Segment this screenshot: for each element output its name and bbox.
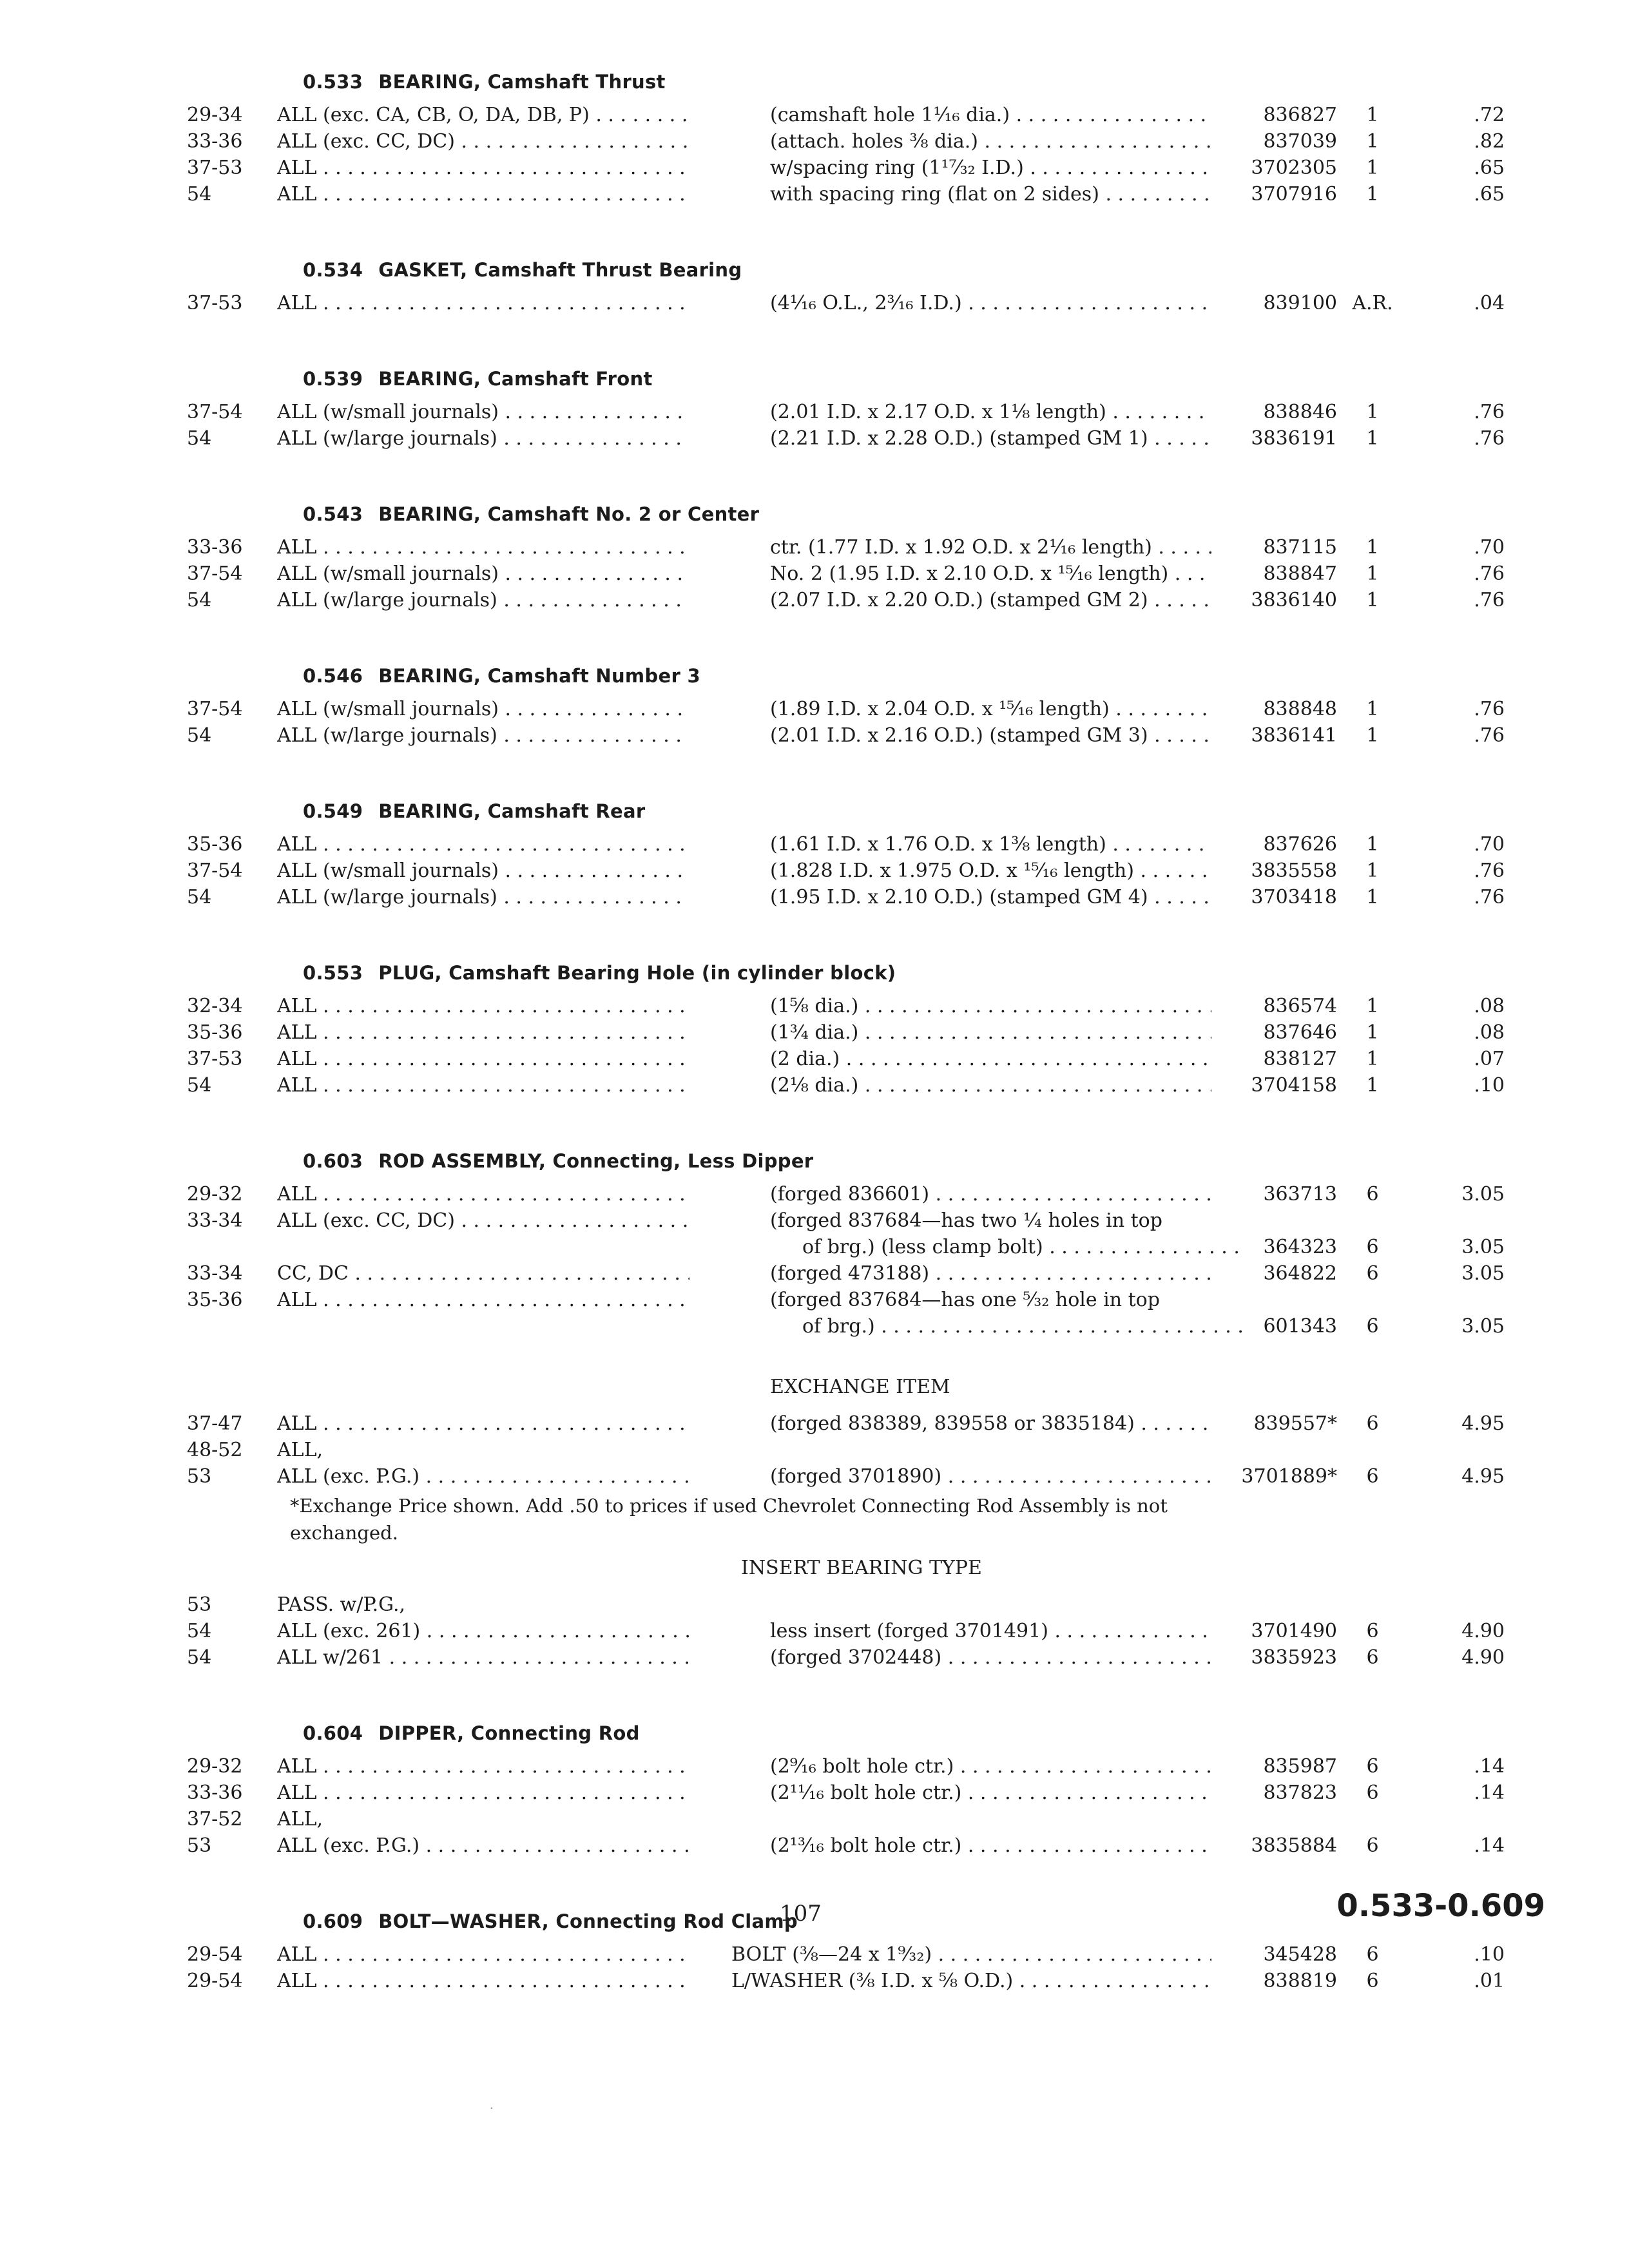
catalog-section bbox=[187, 494, 1508, 613]
part-number: 837626 bbox=[1263, 833, 1337, 856]
part-description: (forged 838389, 839558 or 3835184) . . . bbox=[770, 1410, 1211, 1437]
section-heading bbox=[303, 359, 1508, 399]
catalog-row bbox=[187, 290, 1508, 316]
part-description: (2.07 I.D. x 2.20 O.D.) (stamped GM 2) . . . bbox=[770, 587, 1211, 613]
part-description: (2.01 I.D. x 2.17 O.D. x 1⅛ length) . . . bbox=[770, 399, 1211, 425]
model-list: ALL . . . bbox=[277, 993, 689, 1019]
model-list: ALL . . . bbox=[277, 1941, 689, 1968]
part-number: 3707916 bbox=[1251, 183, 1337, 206]
model-list: ALL (exc. CC, DC) . . . bbox=[277, 128, 689, 155]
catalog-row bbox=[187, 1968, 1508, 1994]
part-description: (forged 836601) . . . bbox=[770, 1181, 1211, 1207]
year-range: 37-47 bbox=[187, 1412, 243, 1435]
part-number: 838847 bbox=[1263, 562, 1337, 585]
year-range: 32-34 bbox=[187, 995, 243, 1017]
quantity: 1 bbox=[1366, 157, 1379, 179]
year-range: 29-32 bbox=[187, 1755, 243, 1778]
model-list: ALL . . . bbox=[277, 1753, 689, 1780]
model-list: ALL . . . bbox=[277, 534, 689, 561]
year-range: 35-36 bbox=[187, 833, 243, 856]
part-number: 3701889* bbox=[1241, 1465, 1337, 1488]
year-range: 54 bbox=[187, 427, 212, 450]
part-description: L/WASHER (⅜ I.D. x ⅝ O.D.) . . . bbox=[731, 1968, 1211, 1994]
year-range: 37-53 bbox=[187, 1048, 243, 1070]
part-number: 838127 bbox=[1263, 1048, 1337, 1070]
part-number: 3836191 bbox=[1251, 427, 1337, 450]
section-code: 0.549 bbox=[303, 800, 363, 822]
quantity: 6 bbox=[1366, 1834, 1379, 1857]
model-list: ALL . . . bbox=[277, 1780, 689, 1806]
quantity: 1 bbox=[1366, 1074, 1379, 1097]
section-title: DIPPER, Connecting Rod bbox=[378, 1722, 640, 1744]
model-list: ALL . . . bbox=[277, 831, 689, 858]
list-price: .70 bbox=[1474, 536, 1505, 559]
model-list: ALL . . . bbox=[277, 1968, 689, 1994]
part-description: (forged 837684—has one ⁵⁄₃₂ hole in top bbox=[770, 1289, 1160, 1311]
quantity: 6 bbox=[1366, 1782, 1379, 1804]
part-description: with spacing ring (flat on 2 sides) . . . bbox=[770, 181, 1211, 207]
year-range: 35-36 bbox=[187, 1289, 243, 1311]
list-price: 3.05 bbox=[1461, 1262, 1505, 1285]
model-list: ALL (exc. 261) . . . bbox=[277, 1618, 689, 1644]
part-number: 3836141 bbox=[1251, 724, 1337, 747]
part-description: (forged 3702448) . . . bbox=[770, 1644, 1211, 1671]
model-list: ALL . . . bbox=[277, 181, 689, 207]
list-price: .65 bbox=[1474, 157, 1505, 179]
model-list: PASS. w/P.G., bbox=[277, 1593, 406, 1616]
model-list: ALL (exc. P.G.) . . . bbox=[277, 1832, 689, 1859]
part-number: 3703418 bbox=[1251, 886, 1337, 908]
model-list: ALL (w/large journals) . . . bbox=[277, 425, 689, 452]
part-number: 836827 bbox=[1263, 104, 1337, 126]
quantity: 1 bbox=[1366, 995, 1379, 1017]
part-description: (attach. holes ⅜ dia.) . . . bbox=[770, 128, 1211, 155]
year-range: 54 bbox=[187, 1620, 212, 1642]
catalog-row bbox=[187, 831, 1508, 858]
section-heading bbox=[303, 953, 1508, 993]
year-range: 37-54 bbox=[187, 698, 243, 720]
part-number: 3835923 bbox=[1251, 1646, 1337, 1669]
section-heading bbox=[303, 250, 1508, 290]
quantity: 1 bbox=[1366, 183, 1379, 206]
section-title: GASKET, Camshaft Thrust Bearing bbox=[378, 259, 742, 281]
year-range: 53 bbox=[187, 1465, 212, 1488]
list-price: 4.90 bbox=[1461, 1620, 1505, 1642]
quantity: 1 bbox=[1366, 1048, 1379, 1070]
part-description: No. 2 (1.95 I.D. x 2.10 O.D. x ¹⁵⁄₁₆ length) . . . bbox=[770, 561, 1211, 587]
model-list: ALL . . . bbox=[277, 1046, 689, 1072]
catalog-section bbox=[187, 359, 1508, 452]
part-description: (forged 3701890) . . . bbox=[770, 1463, 1211, 1490]
year-range: 37-54 bbox=[187, 860, 243, 882]
part-number: 364323 bbox=[1263, 1236, 1337, 1258]
model-list: ALL (w/large journals) . . . bbox=[277, 884, 689, 910]
catalog-row bbox=[187, 1260, 1508, 1287]
quantity: A.R. bbox=[1352, 292, 1393, 314]
part-description: of brg.) (less clamp bolt) . . . bbox=[770, 1234, 1244, 1260]
part-description: (4¹⁄₁₆ O.L., 2³⁄₁₆ I.D.) . . . bbox=[770, 290, 1211, 316]
model-list: ALL (w/large journals) . . . bbox=[277, 587, 689, 613]
part-description: (2.21 I.D. x 2.28 O.D.) (stamped GM 1) . . . bbox=[770, 425, 1211, 452]
part-number: 3835558 bbox=[1251, 860, 1337, 882]
model-list: CC, DC . . . bbox=[277, 1260, 689, 1287]
quantity: 1 bbox=[1366, 401, 1379, 423]
year-range: 54 bbox=[187, 886, 212, 908]
part-number: 3701490 bbox=[1251, 1620, 1337, 1642]
year-range: 33-34 bbox=[187, 1209, 243, 1232]
page-number: 107 bbox=[780, 1901, 822, 1927]
quantity: 6 bbox=[1366, 1183, 1379, 1206]
list-price: 3.05 bbox=[1461, 1236, 1505, 1258]
list-price: .76 bbox=[1474, 698, 1505, 720]
list-price: .10 bbox=[1474, 1074, 1505, 1097]
catalog-section bbox=[187, 1901, 1508, 1994]
part-number: 837646 bbox=[1263, 1021, 1337, 1044]
part-description: w/spacing ring (1¹⁷⁄₃₂ I.D.) . . . bbox=[770, 155, 1211, 181]
catalog-row bbox=[187, 102, 1508, 128]
scan-speck: · bbox=[490, 2102, 494, 2115]
quantity: 6 bbox=[1366, 1315, 1379, 1338]
part-description: (1⅝ dia.) . . . bbox=[770, 993, 1211, 1019]
model-list: ALL w/261 . . . bbox=[277, 1644, 689, 1671]
year-range: 29-34 bbox=[187, 104, 243, 126]
section-title: PLUG, Camshaft Bearing Hole (in cylinder block) bbox=[378, 962, 896, 984]
year-range: 33-36 bbox=[187, 1782, 243, 1804]
parts-catalog bbox=[187, 62, 1508, 2037]
catalog-section bbox=[187, 1141, 1508, 1671]
quantity: 1 bbox=[1366, 1021, 1379, 1044]
model-list: ALL, bbox=[277, 1808, 323, 1831]
quantity: 6 bbox=[1366, 1646, 1379, 1669]
year-range: 33-36 bbox=[187, 130, 243, 153]
part-number: 3835884 bbox=[1251, 1834, 1337, 1857]
part-number: 838848 bbox=[1263, 698, 1337, 720]
quantity: 6 bbox=[1366, 1236, 1379, 1258]
exchange-subheading bbox=[770, 1372, 1508, 1403]
model-list: ALL . . . bbox=[277, 1287, 689, 1313]
catalog-row bbox=[187, 1072, 1508, 1099]
section-heading bbox=[303, 62, 1508, 102]
part-description: (forged 837684—has two ¼ holes in top bbox=[770, 1209, 1162, 1232]
catalog-row bbox=[187, 1019, 1508, 1046]
part-description: (1.828 I.D. x 1.975 O.D. x ¹⁵⁄₁₆ length) . . . bbox=[770, 858, 1211, 884]
list-price: 3.05 bbox=[1461, 1183, 1505, 1206]
year-range: 37-54 bbox=[187, 562, 243, 585]
section-heading bbox=[303, 791, 1508, 831]
catalog-section bbox=[187, 791, 1508, 910]
part-number: 839100 bbox=[1263, 292, 1337, 314]
catalog-row bbox=[187, 534, 1508, 561]
catalog-row bbox=[187, 1287, 1508, 1313]
catalog-row bbox=[187, 1234, 1508, 1260]
catalog-row bbox=[187, 1644, 1508, 1671]
catalog-section bbox=[187, 953, 1508, 1099]
catalog-section bbox=[187, 1713, 1508, 1859]
section-title: BEARING, Camshaft Rear bbox=[378, 800, 646, 822]
catalog-row bbox=[187, 425, 1508, 452]
list-price: .72 bbox=[1474, 104, 1505, 126]
quantity: 1 bbox=[1366, 698, 1379, 720]
quantity: 1 bbox=[1366, 724, 1379, 747]
list-price: .14 bbox=[1474, 1834, 1505, 1857]
list-price: .76 bbox=[1474, 860, 1505, 882]
list-price: .14 bbox=[1474, 1755, 1505, 1778]
catalog-row bbox=[187, 1832, 1508, 1859]
part-description: (1.61 I.D. x 1.76 O.D. x 1⅜ length) . . . bbox=[770, 831, 1211, 858]
part-description: (2¹¹⁄₁₆ bolt hole ctr.) . . . bbox=[770, 1780, 1211, 1806]
catalog-row bbox=[187, 128, 1508, 155]
model-list: ALL (exc. CC, DC) . . . bbox=[277, 1207, 689, 1234]
part-number: 838846 bbox=[1263, 401, 1337, 423]
catalog-row bbox=[187, 1806, 1508, 1832]
model-list: ALL (w/small journals) . . . bbox=[277, 399, 689, 425]
year-range: 53 bbox=[187, 1834, 212, 1857]
catalog-row bbox=[187, 1207, 1508, 1234]
year-range: 48-52 bbox=[187, 1439, 243, 1461]
catalog-row bbox=[187, 1780, 1508, 1806]
model-list: ALL (w/small journals) . . . bbox=[277, 858, 689, 884]
part-number: 835987 bbox=[1263, 1755, 1337, 1778]
catalog-row bbox=[187, 1437, 1508, 1463]
catalog-row bbox=[187, 1463, 1508, 1490]
part-description: (2⁹⁄₁₆ bolt hole ctr.) . . . bbox=[770, 1753, 1211, 1780]
part-description: (1.89 I.D. x 2.04 O.D. x ¹⁵⁄₁₆ length) . . . bbox=[770, 696, 1211, 722]
catalog-section bbox=[187, 62, 1508, 207]
quantity: 6 bbox=[1366, 1620, 1379, 1642]
section-title: ROD ASSEMBLY, Connecting, Less Dipper bbox=[378, 1150, 814, 1172]
list-price: .65 bbox=[1474, 183, 1505, 206]
quantity: 6 bbox=[1366, 1755, 1379, 1778]
quantity: 6 bbox=[1366, 1970, 1379, 1992]
catalog-row bbox=[187, 1046, 1508, 1072]
part-number: 837039 bbox=[1263, 130, 1337, 153]
model-list: ALL (w/large journals) . . . bbox=[277, 722, 689, 749]
part-number: 836574 bbox=[1263, 995, 1337, 1017]
catalog-row bbox=[187, 696, 1508, 722]
model-list: ALL . . . bbox=[277, 1181, 689, 1207]
list-price: .76 bbox=[1474, 401, 1505, 423]
model-list: ALL, bbox=[277, 1439, 323, 1461]
quantity: 1 bbox=[1366, 860, 1379, 882]
section-heading bbox=[303, 494, 1508, 534]
year-range: 37-53 bbox=[187, 157, 243, 179]
list-price: .07 bbox=[1474, 1048, 1505, 1070]
list-price: .76 bbox=[1474, 724, 1505, 747]
catalog-row bbox=[187, 1313, 1508, 1340]
catalog-row bbox=[187, 181, 1508, 207]
list-price: .14 bbox=[1474, 1782, 1505, 1804]
part-description: (camshaft hole 1¹⁄₁₆ dia.) . . . bbox=[770, 102, 1211, 128]
part-number: 364822 bbox=[1263, 1262, 1337, 1285]
quantity: 1 bbox=[1366, 427, 1379, 450]
section-code: 0.534 bbox=[303, 259, 363, 281]
list-price: .04 bbox=[1474, 292, 1505, 314]
model-list: ALL (w/small journals) . . . bbox=[277, 696, 689, 722]
section-title: BOLT—WASHER, Connecting Rod Clamp bbox=[378, 1910, 798, 1932]
section-code: 0.546 bbox=[303, 665, 363, 687]
catalog-row bbox=[187, 587, 1508, 613]
list-price: 3.05 bbox=[1461, 1315, 1505, 1338]
list-price: .76 bbox=[1474, 562, 1505, 585]
catalog-row bbox=[187, 1591, 1508, 1618]
quantity: 6 bbox=[1366, 1262, 1379, 1285]
part-number: 3836140 bbox=[1251, 589, 1337, 611]
year-range: 37-54 bbox=[187, 401, 243, 423]
catalog-row bbox=[187, 722, 1508, 749]
list-price: .70 bbox=[1474, 833, 1505, 856]
year-range: 54 bbox=[187, 724, 212, 747]
model-list: ALL . . . bbox=[277, 1410, 689, 1437]
quantity: 6 bbox=[1366, 1412, 1379, 1435]
part-description: ctr. (1.77 I.D. x 1.92 O.D. x 2¹⁄₁₆ length) . . . bbox=[770, 534, 1211, 561]
quantity: 1 bbox=[1366, 589, 1379, 611]
catalog-section bbox=[187, 250, 1508, 316]
list-price: .76 bbox=[1474, 427, 1505, 450]
list-price: .76 bbox=[1474, 589, 1505, 611]
year-range: 37-52 bbox=[187, 1808, 243, 1831]
catalog-row bbox=[187, 1753, 1508, 1780]
part-description: less insert (forged 3701491) . . . bbox=[770, 1618, 1211, 1644]
exchange-label: EXCHANGE ITEM bbox=[770, 1376, 950, 1398]
model-list: ALL (exc. P.G.) . . . bbox=[277, 1463, 689, 1490]
year-range: 33-36 bbox=[187, 536, 243, 559]
section-title: BEARING, Camshaft No. 2 or Center bbox=[378, 503, 760, 525]
quantity: 1 bbox=[1366, 833, 1379, 856]
part-description: (2⅛ dia.) . . . bbox=[770, 1072, 1211, 1099]
year-range: 54 bbox=[187, 183, 212, 206]
catalog-row bbox=[187, 155, 1508, 181]
catalog-row bbox=[187, 561, 1508, 587]
part-number: 838819 bbox=[1263, 1970, 1337, 1992]
model-list: ALL . . . bbox=[277, 155, 689, 181]
section-code: 0.539 bbox=[303, 368, 363, 390]
catalog-row bbox=[187, 399, 1508, 425]
part-number: 839557* bbox=[1253, 1412, 1337, 1435]
year-range: 33-34 bbox=[187, 1262, 243, 1285]
section-title: BEARING, Camshaft Number 3 bbox=[378, 665, 700, 687]
section-code: 0.543 bbox=[303, 503, 363, 525]
catalog-row bbox=[187, 993, 1508, 1019]
insert-label: INSERT BEARING TYPE bbox=[741, 1557, 982, 1579]
year-range: 53 bbox=[187, 1593, 212, 1616]
year-range: 29-54 bbox=[187, 1943, 243, 1966]
part-description: of brg.) . . . bbox=[770, 1313, 1244, 1340]
part-description: (forged 473188) . . . bbox=[770, 1260, 1211, 1287]
part-description: BOLT (⅜—24 x 1⁹⁄₃₂) . . . bbox=[731, 1941, 1211, 1968]
part-number: 3704158 bbox=[1251, 1074, 1337, 1097]
section-heading bbox=[303, 656, 1508, 696]
part-description: (2¹³⁄₁₆ bolt hole ctr.) . . . bbox=[770, 1832, 1211, 1859]
list-price: 4.90 bbox=[1461, 1646, 1505, 1669]
part-number: 837823 bbox=[1263, 1782, 1337, 1804]
year-range: 37-53 bbox=[187, 292, 243, 314]
part-description: (1¾ dia.) . . . bbox=[770, 1019, 1211, 1046]
section-heading bbox=[303, 1141, 1508, 1181]
section-code: 0.604 bbox=[303, 1722, 363, 1744]
year-range: 54 bbox=[187, 589, 212, 611]
quantity: 1 bbox=[1366, 104, 1379, 126]
quantity: 1 bbox=[1366, 130, 1379, 153]
catalog-row bbox=[187, 1941, 1508, 1968]
section-heading bbox=[303, 1901, 1508, 1941]
list-price: 4.95 bbox=[1461, 1412, 1505, 1435]
quantity: 6 bbox=[1366, 1943, 1379, 1966]
catalog-row bbox=[187, 884, 1508, 910]
year-range: 35-36 bbox=[187, 1021, 243, 1044]
list-price: .10 bbox=[1474, 1943, 1505, 1966]
year-range: 54 bbox=[187, 1074, 212, 1097]
quantity: 1 bbox=[1366, 562, 1379, 585]
section-code: 0.609 bbox=[303, 1910, 363, 1932]
quantity: 1 bbox=[1366, 536, 1379, 559]
insert-subheading bbox=[741, 1553, 1508, 1584]
catalog-row bbox=[187, 1181, 1508, 1207]
page-range-label: 0.533-0.609 bbox=[1336, 1888, 1545, 1924]
model-list: ALL . . . bbox=[277, 1072, 689, 1099]
section-code: 0.533 bbox=[303, 71, 363, 93]
model-list: ALL . . . bbox=[277, 290, 689, 316]
part-description: (1.95 I.D. x 2.10 O.D.) (stamped GM 4) . . . bbox=[770, 884, 1211, 910]
part-number: 345428 bbox=[1263, 1943, 1337, 1966]
section-code: 0.553 bbox=[303, 962, 363, 984]
list-price: 4.95 bbox=[1461, 1465, 1505, 1488]
catalog-section bbox=[187, 656, 1508, 749]
model-list: ALL (exc. CA, CB, O, DA, DB, P) . . . bbox=[277, 102, 689, 128]
section-code: 0.603 bbox=[303, 1150, 363, 1172]
part-description: (2 dia.) . . . bbox=[770, 1046, 1211, 1072]
section-title: BEARING, Camshaft Thrust bbox=[378, 71, 666, 93]
year-range: 29-54 bbox=[187, 1970, 243, 1992]
model-list: ALL . . . bbox=[277, 1019, 689, 1046]
list-price: .08 bbox=[1474, 995, 1505, 1017]
catalog-row bbox=[187, 858, 1508, 884]
part-number: 3702305 bbox=[1251, 157, 1337, 179]
quantity: 1 bbox=[1366, 886, 1379, 908]
catalog-row bbox=[187, 1410, 1508, 1437]
year-range: 29-32 bbox=[187, 1183, 243, 1206]
quantity: 6 bbox=[1366, 1465, 1379, 1488]
section-title: BEARING, Camshaft Front bbox=[378, 368, 653, 390]
exchange-footnote: *Exchange Price shown. Add .50 to prices if used Chevrolet Connecting Rod Assembly is not exchanged. bbox=[290, 1495, 1168, 1544]
list-price: .76 bbox=[1474, 886, 1505, 908]
list-price: .08 bbox=[1474, 1021, 1505, 1044]
section-heading bbox=[303, 1713, 1508, 1753]
part-number: 837115 bbox=[1263, 536, 1337, 559]
catalog-row bbox=[187, 1618, 1508, 1644]
part-description: (2.01 I.D. x 2.16 O.D.) (stamped GM 3) . . . bbox=[770, 722, 1211, 749]
list-price: .01 bbox=[1474, 1970, 1505, 1992]
model-list: ALL (w/small journals) . . . bbox=[277, 561, 689, 587]
part-number: 601343 bbox=[1263, 1315, 1337, 1338]
year-range: 54 bbox=[187, 1646, 212, 1669]
list-price: .82 bbox=[1474, 130, 1505, 153]
part-number: 363713 bbox=[1263, 1183, 1337, 1206]
